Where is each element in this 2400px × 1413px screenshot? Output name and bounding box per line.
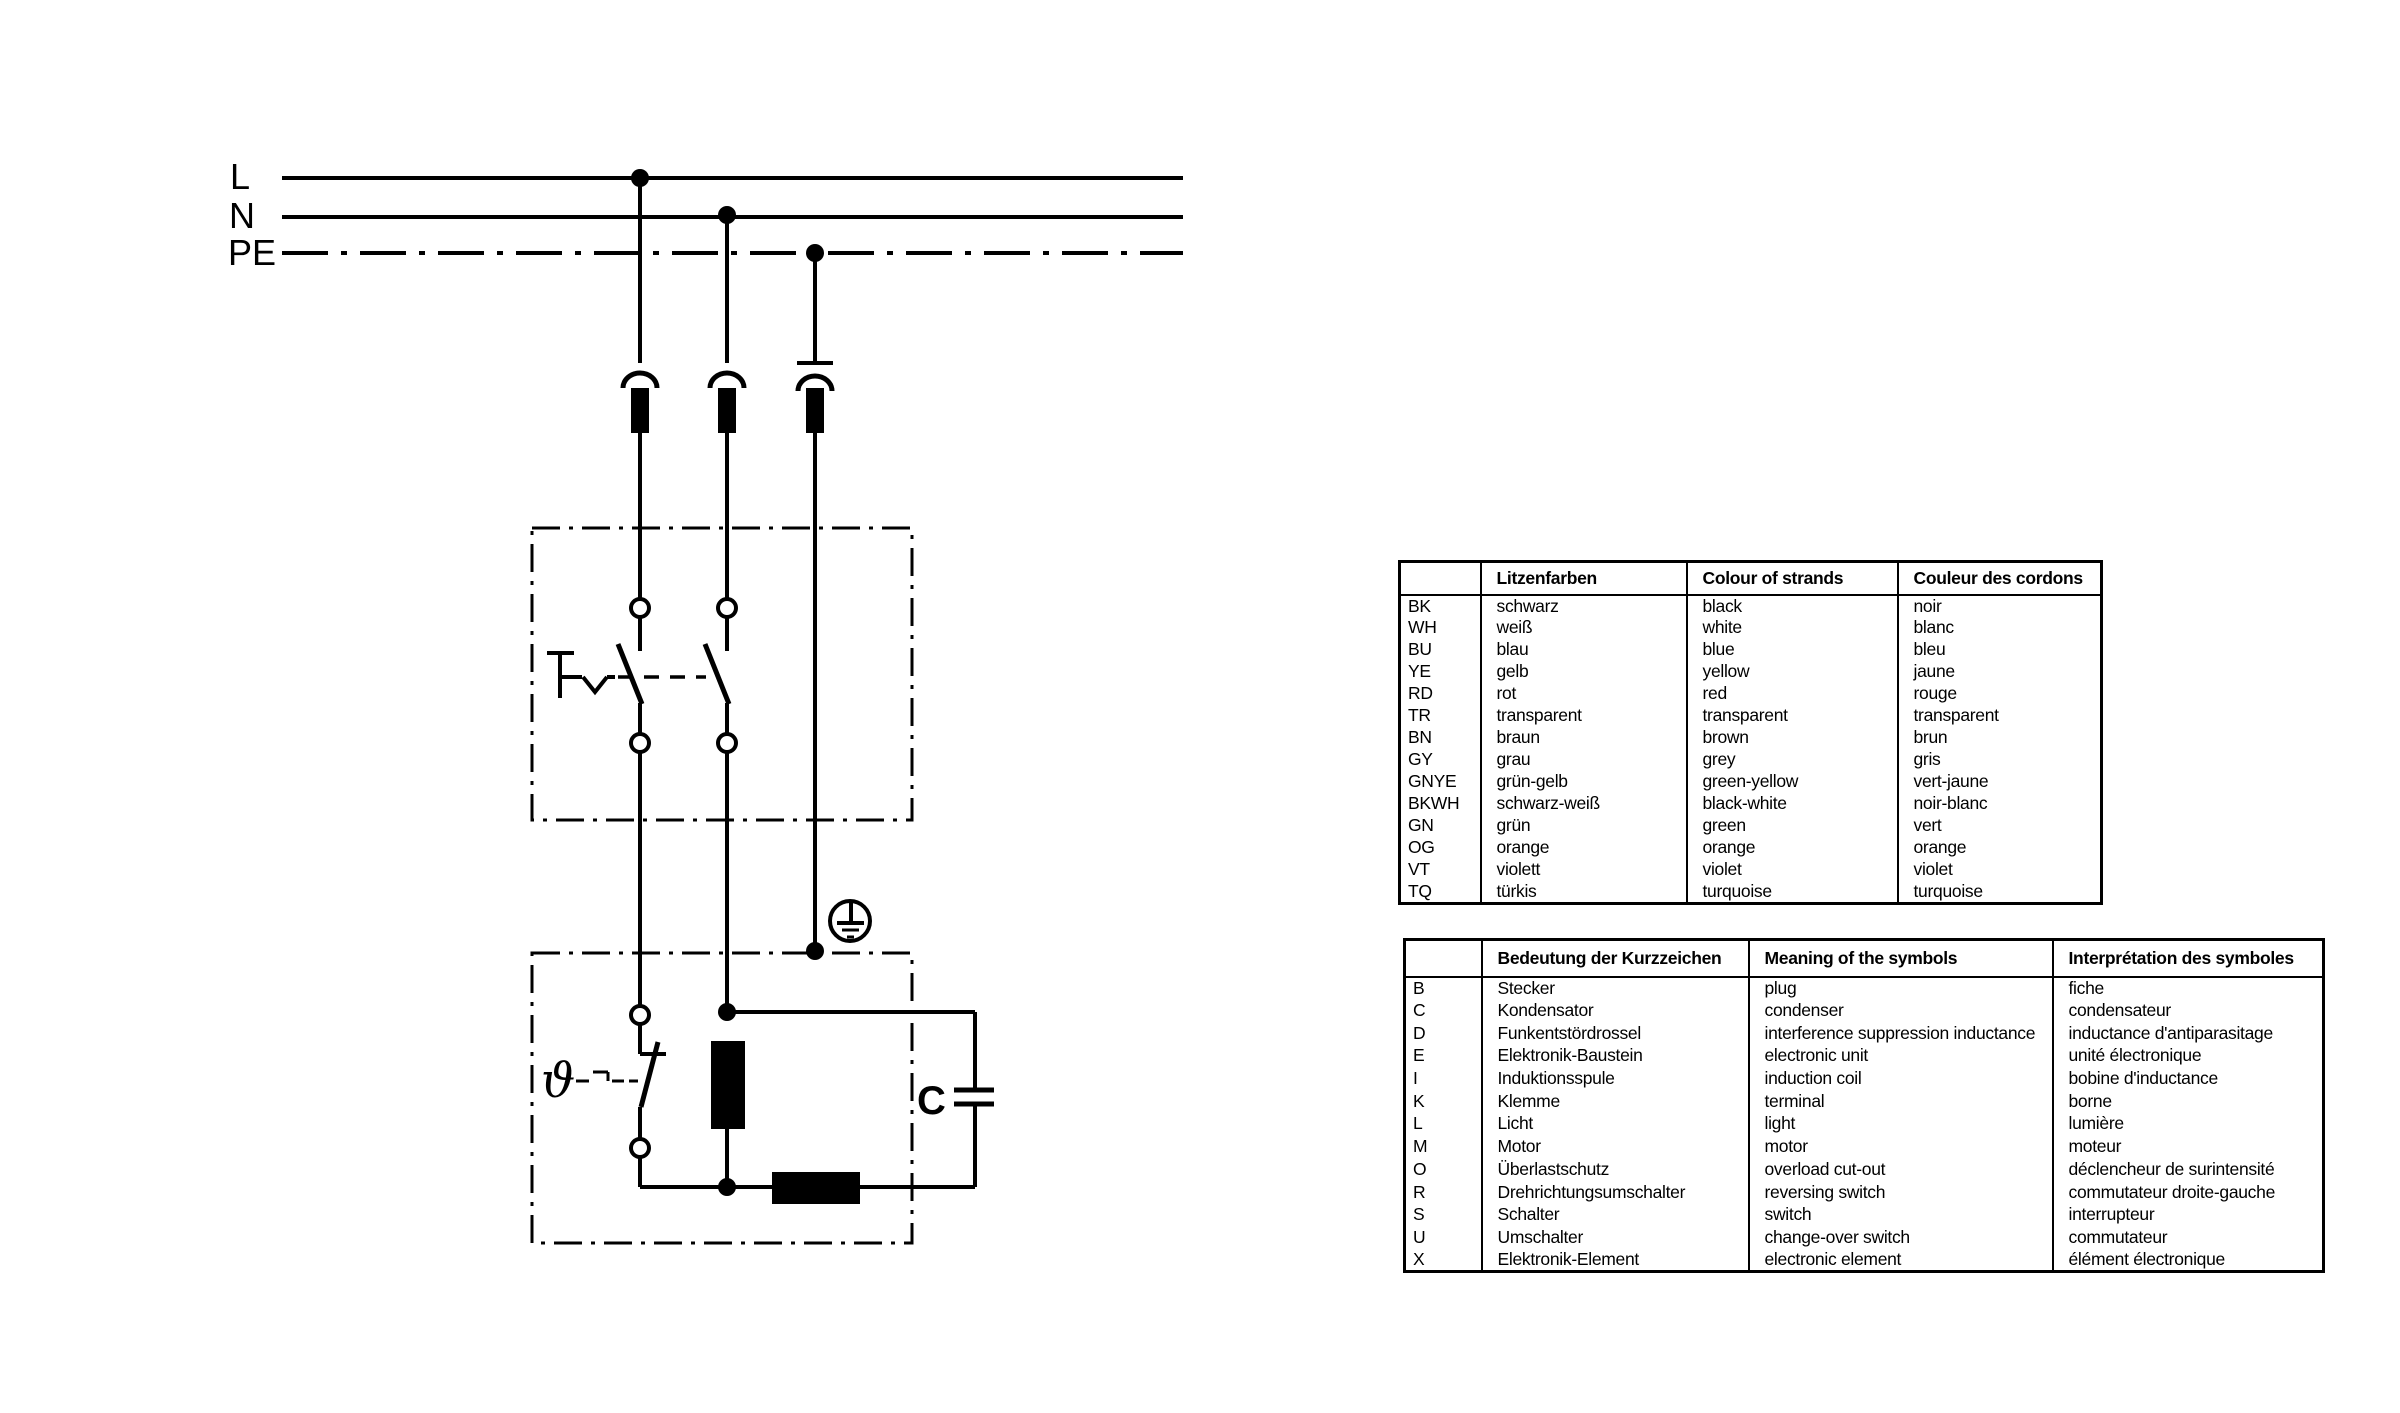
- table-cell: Elektronik-Baustein: [1482, 1045, 1749, 1068]
- strand-colour-table-header: [1400, 562, 2102, 595]
- table-cell: I: [1413, 1068, 1418, 1089]
- table-row: [1405, 1249, 2324, 1272]
- table-cell: transparent: [1687, 705, 1898, 727]
- table-cell: blau: [1481, 639, 1687, 661]
- table-cell: gris: [1898, 749, 2102, 771]
- table-row: [1405, 1226, 2324, 1249]
- table-row: [1400, 661, 2102, 683]
- table-cell: blue: [1687, 639, 1898, 661]
- table-row: [1405, 1203, 2324, 1226]
- label-thermal-theta: ϑ: [541, 1053, 576, 1109]
- column-header: Interprétation des symboles: [2053, 940, 2324, 977]
- table-row: [1400, 617, 2102, 639]
- table-row: [1405, 1067, 2324, 1090]
- table-row: [1400, 771, 2102, 793]
- fuse-icon: [718, 388, 736, 433]
- table-cell: Klemme: [1482, 1090, 1749, 1113]
- table-cell: switch: [1749, 1203, 2053, 1226]
- table-cell: grün-gelb: [1481, 771, 1687, 793]
- table-cell: orange: [1481, 837, 1687, 859]
- table-row: [1400, 639, 2102, 661]
- table-cell: terminal: [1749, 1090, 2053, 1113]
- table-cell: weiß: [1481, 617, 1687, 639]
- column-header: Bedeutung der Kurzzeichen: [1482, 940, 1749, 977]
- table-cell: interference suppression inductance: [1749, 1022, 2053, 1045]
- plug-connector-icon: [797, 363, 833, 391]
- table-cell: induction coil: [1749, 1067, 2053, 1090]
- table-cell: plug: [1749, 977, 2053, 1000]
- table-cell: vert-jaune: [1898, 771, 2102, 793]
- plug-connector-icon: [623, 373, 657, 388]
- table-cell: noir-blanc: [1898, 793, 2102, 815]
- table-cell: BKWH: [1408, 793, 1460, 813]
- table-cell: C: [1413, 1000, 1426, 1021]
- symbol-meaning-table-header: [1405, 940, 2324, 977]
- table-cell: R: [1413, 1181, 1426, 1202]
- label-capacitor: C: [917, 1079, 946, 1123]
- table-cell: turquoise: [1687, 881, 1898, 904]
- table-cell: commutateur: [2053, 1226, 2324, 1249]
- table-cell: interrupteur: [2053, 1203, 2324, 1226]
- label-line-PE: PE: [228, 232, 277, 273]
- symbol-meaning-table: [1403, 938, 2325, 1273]
- table-cell: white: [1687, 617, 1898, 639]
- table-cell: blanc: [1898, 617, 2102, 639]
- thermal-link: [576, 1072, 638, 1081]
- table-cell: motor: [1749, 1135, 2053, 1158]
- table-cell: condensateur: [2053, 999, 2324, 1022]
- label-line-N: N: [229, 195, 255, 236]
- table-row: [1400, 859, 2102, 881]
- ground-icon: [830, 901, 870, 941]
- table-cell: U: [1413, 1226, 1426, 1247]
- switch-actuator-icon: [547, 653, 615, 698]
- table-cell: borne: [2053, 1090, 2324, 1113]
- table-cell: VT: [1408, 859, 1430, 879]
- table-row: [1405, 1181, 2324, 1204]
- table-row: [1400, 705, 2102, 727]
- table-cell: black-white: [1687, 793, 1898, 815]
- table-cell: Überlastschutz: [1482, 1158, 1749, 1181]
- table-cell: Licht: [1482, 1113, 1749, 1136]
- table-row: [1405, 1135, 2324, 1158]
- column-header: [1400, 562, 1481, 595]
- table-cell: rot: [1481, 683, 1687, 705]
- table-cell: TR: [1408, 705, 1431, 725]
- table-row: [1405, 1045, 2324, 1068]
- table-cell: grey: [1687, 749, 1898, 771]
- junction-dot: [806, 942, 824, 960]
- table-cell: Umschalter: [1482, 1226, 1749, 1249]
- table-cell: lumière: [2053, 1113, 2324, 1136]
- table-cell: reversing switch: [1749, 1181, 2053, 1204]
- table-cell: D: [1413, 1022, 1426, 1043]
- table-cell: Drehrichtungsumschalter: [1482, 1181, 1749, 1204]
- table-cell: Stecker: [1482, 977, 1749, 1000]
- table-cell: GY: [1408, 749, 1433, 769]
- table-cell: black: [1687, 595, 1898, 617]
- table-cell: violet: [1687, 859, 1898, 881]
- table-cell: vert: [1898, 815, 2102, 837]
- table-cell: GNYE: [1408, 771, 1457, 791]
- table-cell: gelb: [1481, 661, 1687, 683]
- table-row: [1400, 595, 2102, 617]
- table-cell: WH: [1408, 617, 1437, 637]
- capacitor-icon: [954, 1090, 994, 1104]
- table-cell: YE: [1408, 661, 1431, 681]
- table-cell: TQ: [1408, 880, 1432, 901]
- switch-contact: [705, 599, 736, 752]
- table-cell: noir: [1898, 595, 2102, 617]
- table-cell: electronic element: [1749, 1249, 2053, 1272]
- table-cell: inductance d'antiparasitage: [2053, 1022, 2324, 1045]
- main-winding-icon: [711, 1041, 745, 1129]
- table-cell: RD: [1408, 683, 1433, 703]
- table-cell: rouge: [1898, 683, 2102, 705]
- table-row: [1400, 749, 2102, 771]
- column-header: Colour of strands: [1687, 562, 1898, 595]
- table-cell: transparent: [1898, 705, 2102, 727]
- table-cell: GN: [1408, 815, 1434, 835]
- aux-winding-icon: [772, 1172, 860, 1204]
- table-cell: Schalter: [1482, 1203, 1749, 1226]
- table-cell: E: [1413, 1045, 1425, 1066]
- table-cell: green: [1687, 815, 1898, 837]
- table-row: [1400, 683, 2102, 705]
- table-cell: schwarz-weiß: [1481, 793, 1687, 815]
- label-line-L: L: [230, 156, 251, 197]
- table-cell: BN: [1408, 727, 1432, 747]
- table-cell: light: [1749, 1113, 2053, 1136]
- table-cell: braun: [1481, 727, 1687, 749]
- table-cell: Funkentstördrossel: [1482, 1022, 1749, 1045]
- table-cell: unité électronique: [2053, 1045, 2324, 1068]
- table-row: [1400, 881, 2102, 904]
- table-cell: Kondensator: [1482, 999, 1749, 1022]
- table-cell: orange: [1898, 837, 2102, 859]
- table-row: [1405, 1113, 2324, 1136]
- table-cell: commutateur droite-gauche: [2053, 1181, 2324, 1204]
- table-cell: jaune: [1898, 661, 2102, 683]
- table-cell: X: [1413, 1248, 1425, 1269]
- table-row: [1405, 977, 2324, 1000]
- junction-dot: [718, 1178, 736, 1196]
- table-cell: orange: [1687, 837, 1898, 859]
- table-cell: OG: [1408, 837, 1435, 857]
- table-cell: L: [1413, 1113, 1423, 1134]
- table-cell: bobine d'inductance: [2053, 1067, 2324, 1090]
- switch-enclosure: [532, 528, 912, 820]
- table-cell: turquoise: [1898, 881, 2102, 904]
- plug-connector-icon: [710, 373, 744, 388]
- table-cell: M: [1413, 1136, 1428, 1157]
- table-cell: yellow: [1687, 661, 1898, 683]
- table-cell: overload cut-out: [1749, 1158, 2053, 1181]
- table-cell: bleu: [1898, 639, 2102, 661]
- table-cell: K: [1413, 1090, 1425, 1111]
- table-row: [1400, 793, 2102, 815]
- table-cell: fiche: [2053, 977, 2324, 1000]
- table-row: [1400, 837, 2102, 859]
- table-row: [1405, 1090, 2324, 1113]
- table-cell: türkis: [1481, 881, 1687, 904]
- table-cell: Induktionsspule: [1482, 1067, 1749, 1090]
- table-cell: electronic unit: [1749, 1045, 2053, 1068]
- table-cell: violet: [1898, 859, 2102, 881]
- table-cell: grün: [1481, 815, 1687, 837]
- table-cell: violett: [1481, 859, 1687, 881]
- table-row: [1400, 727, 2102, 749]
- column-header: Litzenfarben: [1481, 562, 1687, 595]
- strand-colour-table: [1398, 560, 2103, 905]
- table-cell: brun: [1898, 727, 2102, 749]
- table-cell: transparent: [1481, 705, 1687, 727]
- column-header: Meaning of the symbols: [1749, 940, 2053, 977]
- fuse-icon: [631, 388, 649, 433]
- table-cell: red: [1687, 683, 1898, 705]
- table-cell: change-over switch: [1749, 1226, 2053, 1249]
- table-row: [1400, 815, 2102, 837]
- table-cell: green-yellow: [1687, 771, 1898, 793]
- table-cell: Motor: [1482, 1135, 1749, 1158]
- table-row: [1405, 999, 2324, 1022]
- table-cell: O: [1413, 1158, 1427, 1179]
- table-cell: moteur: [2053, 1135, 2324, 1158]
- column-header: Couleur des cordons: [1898, 562, 2102, 595]
- table-cell: condenser: [1749, 999, 2053, 1022]
- table-cell: déclencheur de surintensité: [2053, 1158, 2324, 1181]
- table-cell: élément électronique: [2053, 1249, 2324, 1272]
- table-cell: grau: [1481, 749, 1687, 771]
- column-header: [1405, 940, 1482, 977]
- table-row: [1405, 1158, 2324, 1181]
- table-row: [1405, 1022, 2324, 1045]
- table-cell: brown: [1687, 727, 1898, 749]
- table-cell: S: [1413, 1204, 1425, 1225]
- table-cell: BU: [1408, 639, 1432, 659]
- table-cell: B: [1413, 977, 1425, 998]
- table-cell: schwarz: [1481, 595, 1687, 617]
- fuse-icon: [806, 388, 824, 433]
- table-cell: Elektronik-Element: [1482, 1249, 1749, 1272]
- table-cell: BK: [1408, 595, 1431, 616]
